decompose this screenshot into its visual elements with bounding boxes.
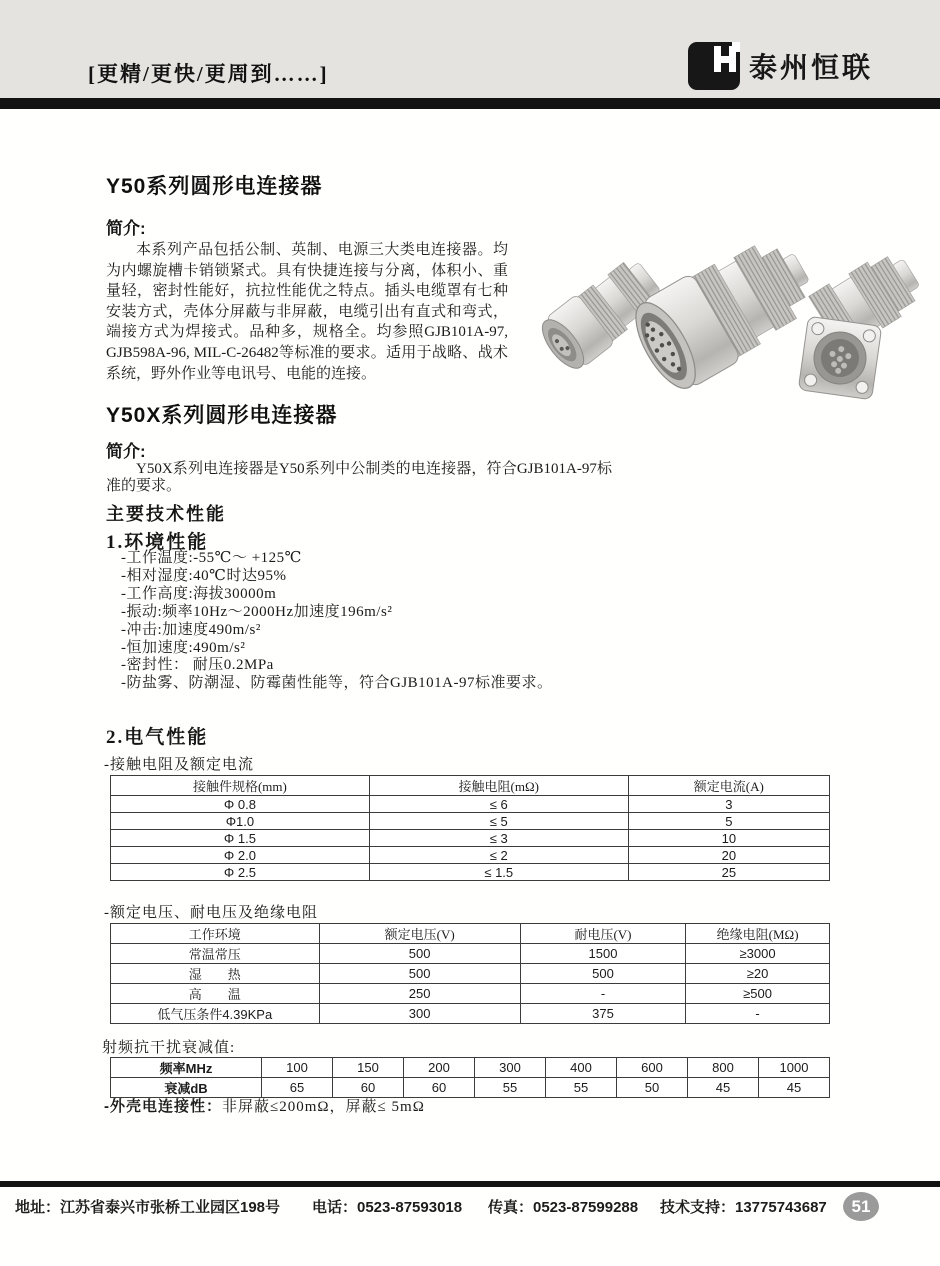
table-row (111, 796, 830, 813)
env-heading: 1.环境性能 (106, 532, 209, 553)
table-cell: 250 (319, 984, 520, 1004)
table-cell: ≤ 6 (369, 796, 628, 813)
table-cell: Φ 0.8 (111, 796, 370, 813)
table-header-cell: 额定电压(V) (319, 924, 520, 944)
table-row (111, 964, 830, 984)
table-row (111, 1058, 830, 1078)
table-cell: 25 (628, 864, 829, 881)
brand-logo-icon (688, 42, 740, 90)
table-cell: 55 (545, 1078, 616, 1098)
table-cell: 高 温 (111, 984, 320, 1004)
y50x-intro-label: 简介: (106, 442, 146, 461)
rf-table-label: 射频抗干扰衰减值: (102, 1040, 236, 1056)
table-cell: Φ1.0 (111, 813, 370, 830)
rf-attenuation-table (110, 1057, 830, 1098)
product-photo (512, 210, 930, 402)
footer (0, 1196, 940, 1224)
env-item: -恒加速度:490m/s² (121, 639, 246, 656)
voltage-insulation-table (110, 923, 830, 1024)
table-cell: 300 (319, 1004, 520, 1024)
page-number-badge: 51 (843, 1192, 879, 1221)
table-cell: ≥20 (686, 964, 830, 984)
table-cell: 500 (319, 964, 520, 984)
table-header-row (111, 776, 830, 796)
table-cell: 5 (628, 813, 829, 830)
table-cell: - (520, 984, 685, 1004)
table-cell: ≤ 1.5 (369, 864, 628, 881)
table-row (111, 944, 830, 964)
table-cell: Φ 1.5 (111, 830, 370, 847)
table-cell: 60 (332, 1078, 403, 1098)
table-cell: - (686, 1004, 830, 1024)
voltage-table-label: -额定电压、耐电压及绝缘电阻 (104, 905, 318, 921)
table-cell: 800 (687, 1058, 758, 1078)
table-cell: 50 (616, 1078, 687, 1098)
footer-fax: 传真：0523-87599288 (488, 1199, 639, 1216)
contact-table-label: -接触电阻及额定电流 (104, 757, 254, 773)
table-cell: ≤ 3 (369, 830, 628, 847)
footer-address: 地址：江苏省泰兴市张桥工业园区198号 (15, 1199, 281, 1216)
footer-divider (0, 1181, 940, 1187)
contact-resistance-table (110, 775, 830, 881)
env-item: -冲击:加速度490m/s² (121, 621, 261, 638)
table-cell: 常温常压 (111, 944, 320, 964)
table-cell: 200 (403, 1058, 474, 1078)
table-cell: 45 (687, 1078, 758, 1098)
env-item: -防盐雾、防潮湿、防霉菌性能等，符合GJB101A-97标准要求。 (121, 675, 553, 692)
table-cell: Φ 2.5 (111, 864, 370, 881)
env-performance-list (121, 550, 553, 693)
table-row (111, 1004, 830, 1024)
table-row (111, 864, 830, 881)
shell-conductivity-note (104, 1095, 425, 1116)
table-row (111, 847, 830, 864)
shell-note-label: -外壳电连接性： (104, 1098, 222, 1115)
header-slogan: [更精/更快/更周到……] (88, 62, 329, 86)
table-cell: 1500 (520, 944, 685, 964)
footer-phone: 电话：0523-87593018 (312, 1199, 463, 1216)
env-item: -工作高度:海拔30000m (121, 585, 277, 602)
table-header-row (111, 924, 830, 944)
table-cell: 60 (403, 1078, 474, 1098)
y50-title: Y50系列圆形电连接器 (106, 175, 323, 198)
table-header-cell: 接触件规格(mm) (111, 776, 370, 796)
table-cell: 150 (332, 1058, 403, 1078)
env-item: -密封性： 耐压0.2MPa (121, 657, 274, 674)
y50x-title: Y50X系列圆形电连接器 (106, 404, 338, 427)
env-item: -工作温度:-55℃～ +125℃ (121, 550, 302, 566)
brand-logo (688, 42, 873, 90)
table-header-cell: 工作环境 (111, 924, 320, 944)
table-cell: 1000 (758, 1058, 829, 1078)
table-header-cell: 额定电流(A) (628, 776, 829, 796)
table-row (111, 830, 830, 847)
table-cell: ≥500 (686, 984, 830, 1004)
table-cell: 65 (261, 1078, 332, 1098)
table-cell: ≤ 2 (369, 847, 628, 864)
y50x-intro-paragraph: Y50X系列电连接器是Y50系列中公制类的电连接器，符合GJB101A-97标准的要求。 (106, 461, 612, 494)
table-cell: ≤ 5 (369, 813, 628, 830)
elec-heading: 2.电气性能 (106, 727, 209, 748)
table-row (111, 813, 830, 830)
table-header-cell: 绝缘电阻(MΩ) (686, 924, 830, 944)
footer-support: 技术支持：13775743687 (660, 1199, 827, 1216)
y50-intro-paragraph: 本系列产品包括公制、英制、电源三大类电连接器。均为内螺旋槽卡销锁紧式。具有快捷连接与分离，体积小、重量轻，密封性能好，抗拉性能优之特点。插头电缆罩有七种安装方式，壳体分屏蔽与非屏蔽，电缆引出有直式和弯式，端接方式为焊接式。品种多，规格全。均参照GJB101A-97, GJB598A-96, MIL-C-26482等标准的要求。适用于战略、战术系统，野外作业等电讯号、电能的连接。 (106, 242, 508, 382)
header-divider (0, 98, 940, 109)
table-cell: 600 (616, 1058, 687, 1078)
table-cell: 100 (261, 1058, 332, 1078)
table-cell: 45 (758, 1078, 829, 1098)
table-cell: 375 (520, 1004, 685, 1024)
table-cell: 55 (474, 1078, 545, 1098)
brand-name: 泰州恒联 (749, 52, 874, 83)
table-cell: 500 (520, 964, 685, 984)
table-cell: Φ 2.0 (111, 847, 370, 864)
table-cell: 20 (628, 847, 829, 864)
table-header-cell: 耐电压(V) (520, 924, 685, 944)
table-cell: 低气压条件4.39KPa (111, 1004, 320, 1024)
env-item: -相对湿度:40℃时达95% (121, 567, 287, 584)
table-cell: 频率MHz (111, 1058, 262, 1078)
table-cell: 湿 热 (111, 964, 320, 984)
env-item: -振动:频率10Hz～2000Hz加速度196m/s² (121, 603, 393, 620)
table-cell: 500 (319, 944, 520, 964)
tech-heading: 主要技术性能 (106, 504, 226, 524)
table-cell: 300 (474, 1058, 545, 1078)
table-cell: ≥3000 (686, 944, 830, 964)
y50-intro-label: 简介: (106, 219, 146, 238)
table-cell: 衰减dB (111, 1078, 262, 1098)
shell-note-value: 非屏蔽≤200mΩ，屏蔽≤ 5mΩ (222, 1099, 425, 1115)
table-cell: 10 (628, 830, 829, 847)
table-cell: 400 (545, 1058, 616, 1078)
table-row (111, 984, 830, 1004)
table-header-cell: 接触电阻(mΩ) (369, 776, 628, 796)
table-cell: 3 (628, 796, 829, 813)
